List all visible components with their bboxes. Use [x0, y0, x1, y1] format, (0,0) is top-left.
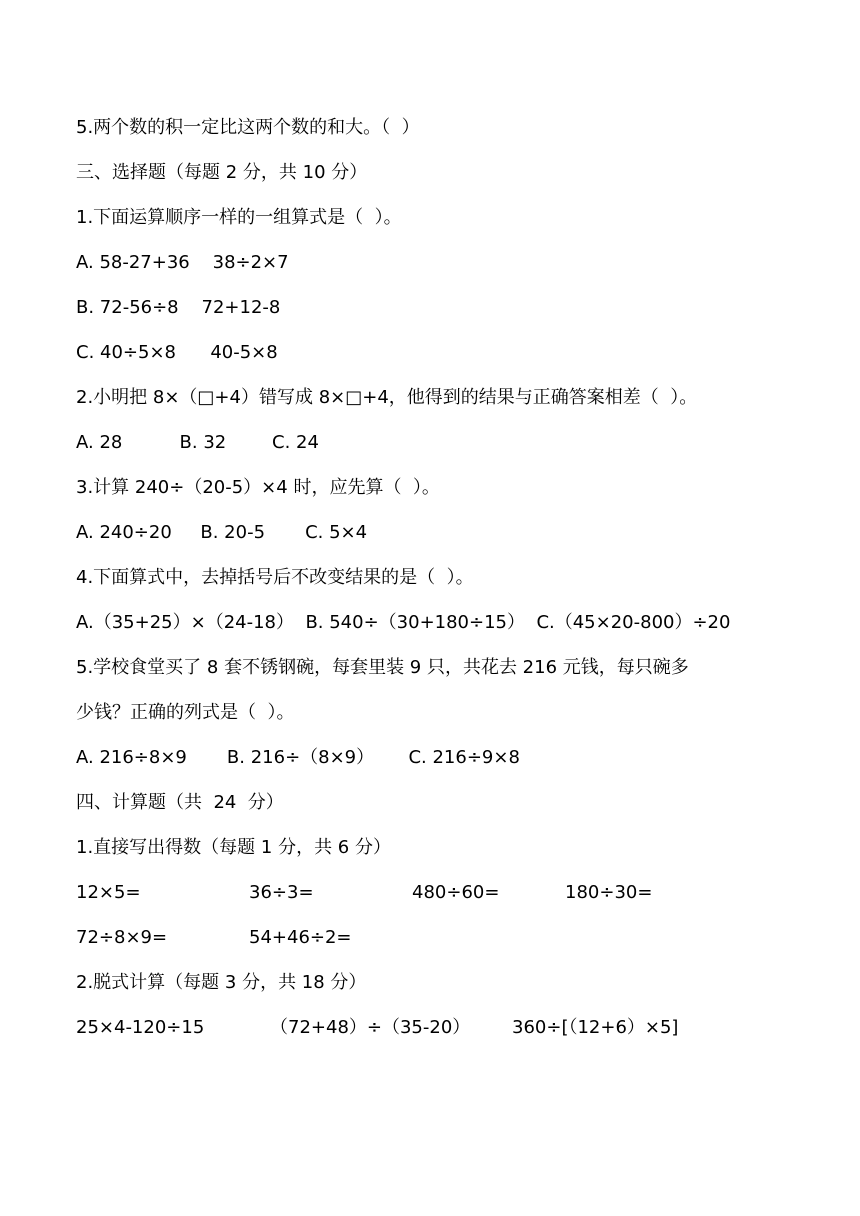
- oral-calc-heading: 1.直接写出得数（每题 1 分，共 6 分）: [76, 837, 391, 858]
- oral-calc-item: 54+46÷2=: [249, 927, 352, 948]
- oral-calc-item: 480÷60=: [412, 882, 500, 903]
- choice-question-5-line-2: 少钱？正确的列式是（ ）。: [76, 702, 295, 723]
- section-3-heading: 三、选择题（每题 2 分，共 10 分）: [76, 162, 368, 183]
- choice-question-3-options: A. 240÷20 B. 20-5 C. 5×4: [76, 522, 368, 543]
- choice-question-2-options: A. 28 B. 32 C. 24: [76, 432, 319, 453]
- choice-question-5-options: A. 216÷8×9 B. 216÷（8×9） C. 216÷9×8: [76, 747, 520, 768]
- choice-question-1-option-b: B. 72-56÷8 72+12-8: [76, 297, 281, 318]
- choice-question-5-line-1: 5.学校食堂买了 8 套不锈钢碗，每套里装 9 只，共花去 216 元钱，每只碗多: [76, 657, 689, 678]
- oral-calc-item: 180÷30=: [565, 882, 653, 903]
- oral-calc-item: 72÷8×9=: [76, 927, 168, 948]
- choice-question-4: 4.下面算式中，去掉括号后不改变结果的是（ ）。: [76, 567, 474, 588]
- written-calc-item: （72+48）÷（35-20）: [270, 1017, 471, 1038]
- choice-question-1: 1.下面运算顺序一样的一组算式是（ ）。: [76, 207, 402, 228]
- section-4-heading: 四、计算题（共 24 分）: [76, 792, 284, 813]
- choice-question-1-option-a: A. 58-27+36 38÷2×7: [76, 252, 289, 273]
- written-calc-item: 360÷[（12+6）×5]: [512, 1017, 679, 1038]
- choice-question-2: 2.小明把 8×（□+4）错写成 8×□+4，他得到的结果与正确答案相差（ ）。: [76, 387, 698, 408]
- choice-question-1-option-c: C. 40÷5×8 40-5×8: [76, 342, 278, 363]
- oral-calc-item: 36÷3=: [249, 882, 314, 903]
- written-calc-item: 25×4-120÷15: [76, 1017, 205, 1038]
- choice-question-4-options: A.（35+25）×（24-18） B. 540÷（30+180÷15） C.（45×20-800）÷20: [76, 612, 731, 633]
- judgment-question-5: 5.两个数的积一定比这两个数的和大。（ ）: [76, 117, 420, 138]
- oral-calc-item: 12×5=: [76, 882, 141, 903]
- choice-question-3: 3.计算 240÷（20-5）×4 时，应先算（ ）。: [76, 477, 440, 498]
- written-calc-heading: 2.脱式计算（每题 3 分，共 18 分）: [76, 972, 367, 993]
